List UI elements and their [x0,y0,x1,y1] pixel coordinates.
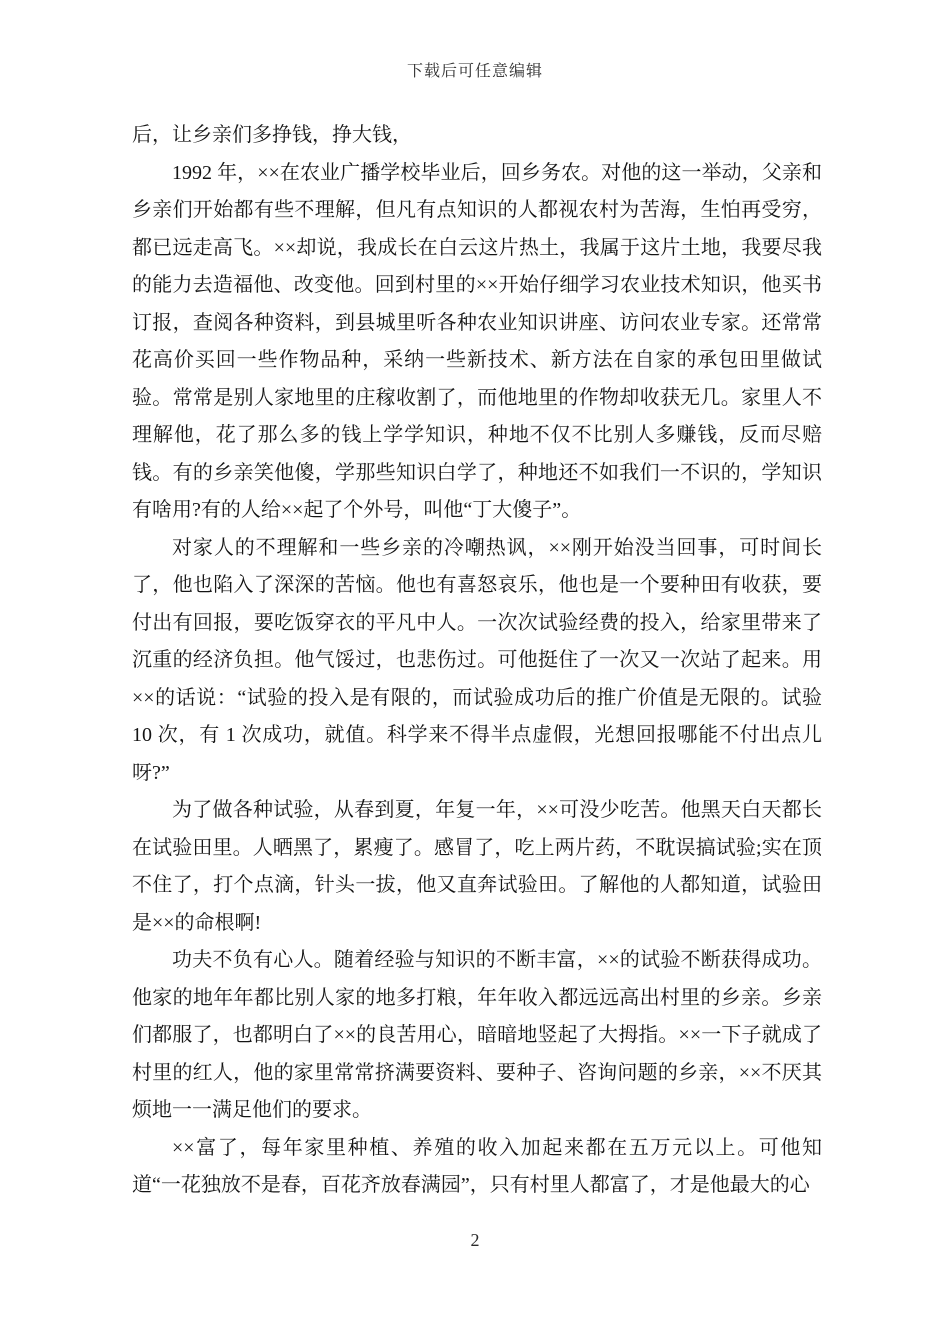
paragraph-4: 功夫不负有心人。随着经验与知识的不断丰富，××的试验不断获得成功。他家的地年年都比别人家的地多打粮，年年收入都远远高出村里的乡亲。乡亲们都服了，也都明白了××的良苦用心，暗暗地竖起了大拇指。××一下子就成了村里的红人，他的家里常常挤满要资料、要种子、咨询问题的乡亲，××不厌其烦地一一满足他们的要求。 [132,949,822,1121]
paragraph-5: ××富了，每年家里种植、养殖的收入加起来都在五万元以上。可他知道“一花独放不是春，百花齐放春满园”，只有村里人都富了，才是他最大的心 [132,1136,822,1196]
paragraph-continuation: 后，让乡亲们多挣钱，挣大钱， [132,124,412,146]
page-number: 2 [470,1230,480,1250]
paragraph-1: 1992 年，××在农业广播学校毕业后，回乡务农。对他的这一举动，父亲和乡亲们开始都有些不理解，但凡有点知识的人都视农村为苦海，生怕再受穷，都已远走高飞。××却说，我成长在白云这片热土，我属于这片土地，我要尽我的能力去造福他、改变他。回到村里的××开始仔细学习农业技术知识，他买书订报，查阅各种资料，到县城里听各种农业知识讲座、访问农业专家。还常常花高价买回一些作物品种，采纳一些新技术、新方法在自家的承包田里做试验。常常是别人家地里的庄稼收割了，而他地里的作物却收获无几。家里人不理解他，花了那么多的钱上学学知识，种地不仅不比别人多赚钱，反而尽赔钱。有的乡亲笑他傻，学那些知识白学了，种地还不如我们一不识的，学知识有啥用?有的人给××起了个外号，叫他“丁大傻子”。 [132,161,822,521]
paragraph-3: 为了做各种试验，从春到夏，年复一年，××可没少吃苦。他黑天白天都长在试验田里。人晒黑了，累瘦了。感冒了，吃上两片药，不耽误搞试验;实在顶不住了，打个点滴，针头一拔，他又直奔试验田。了解他的人都知道，试验田是××的命根啊! [132,799,822,934]
paragraph-2: 对家人的不理解和一些乡亲的冷嘲热讽，××刚开始没当回事，可时间长了，他也陷入了深深的苦恼。他也有喜怒哀乐，他也是一个要种田有收获，要付出有回报，要吃饭穿衣的平凡中人。一次次试验经费的投入，给家里带来了沉重的经济负担。他气馁过，也悲伤过。可他挺住了一次又一次站了起来。用××的话说：“试验的投入是有限的，而试验成功后的推广价值是无限的。试验 10 次，有 1 次成功，就值。科学来不得半点虚假，光想回报哪能不付出点儿呀?” [132,536,822,784]
header-text: 下载后可任意编辑 [406,63,543,80]
document-body [132,117,822,1205]
